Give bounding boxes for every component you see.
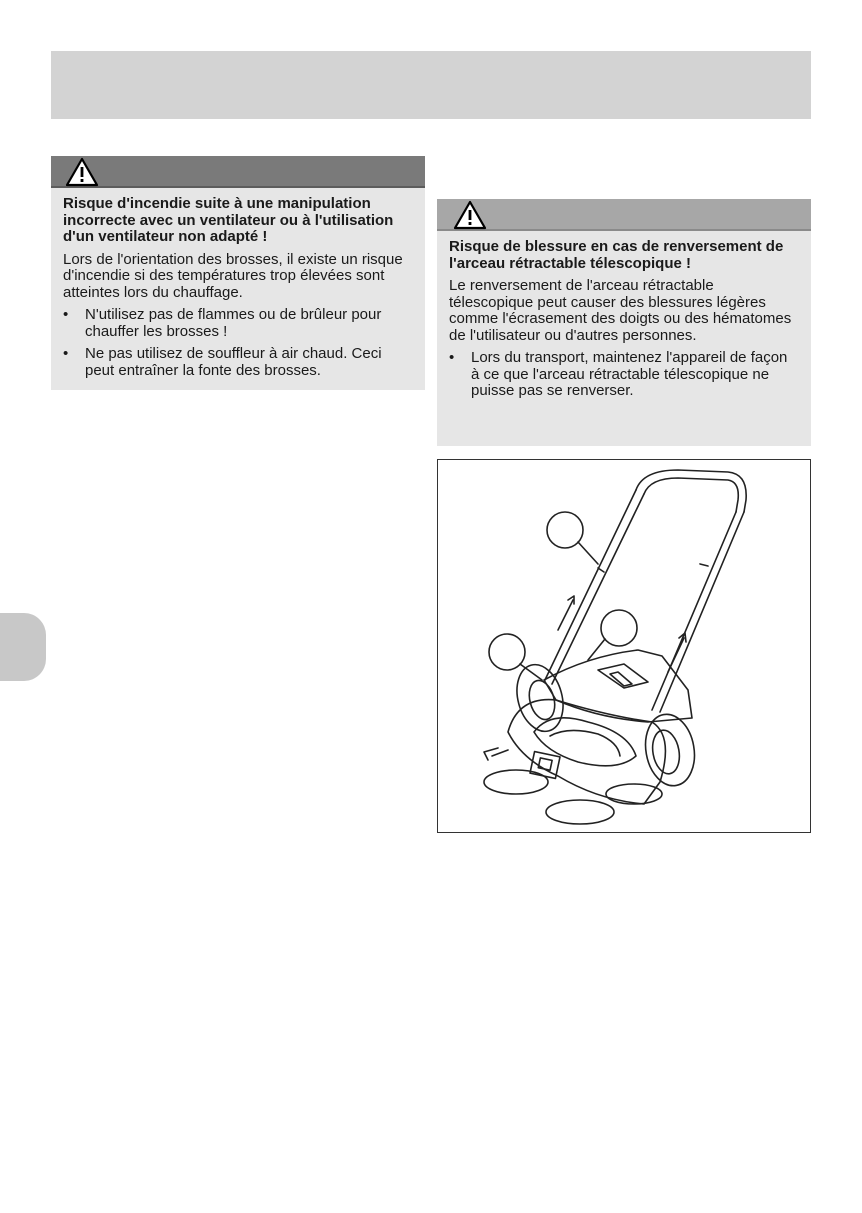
warning-list xyxy=(63,307,413,379)
bullet: • xyxy=(63,306,69,323)
warning-title: Risque de blessure en cas de renversement de l'arceau rétractable télescopique ! xyxy=(449,238,784,272)
warning-list xyxy=(449,350,799,400)
bullet: • xyxy=(449,349,455,366)
warning-text: Lors de l'orientation des brosses, il existe un risque d'incendie si des températures trop élevées sont atteintes lors du chauffage. xyxy=(63,250,403,301)
sweeper-figure xyxy=(437,459,811,833)
push-sweeper-illustration xyxy=(438,460,810,832)
list-item: • Ne pas utilisez de souffleur à air chaud. Ceci peut entraîner la fonte des brosses. xyxy=(63,345,382,379)
warning-header xyxy=(51,156,425,188)
list-item: • N'utilisez pas de flammes ou de brûleur pour chauffer les brosses ! xyxy=(63,306,382,340)
warning-triangle-icon xyxy=(453,200,487,230)
chapter-header-bar xyxy=(51,51,811,119)
bullet: • xyxy=(63,345,69,362)
chapter-side-tab xyxy=(0,613,46,681)
warning-text: Le renversement de l'arceau rétractable télescopique peut causer des blessures légères comme l'écrasement des doigts ou des hématomes de l'utilisateur ou d'autres personnes. xyxy=(449,277,792,344)
warning-title: Risque d'incendie suite à une manipulation incorrecte avec un ventilateur ou à l'utilisation d'un ventilateur non adapté ! xyxy=(63,195,394,245)
injury-warning-box xyxy=(437,199,811,446)
list-item: • Lors du transport, maintenez l'appareil de façon à ce que l'arceau rétractable télescopique ne puisse pas se renverser. xyxy=(449,349,788,399)
warning-header xyxy=(437,199,811,231)
warning-triangle-icon xyxy=(65,157,99,187)
fire-warning-box xyxy=(51,156,425,390)
